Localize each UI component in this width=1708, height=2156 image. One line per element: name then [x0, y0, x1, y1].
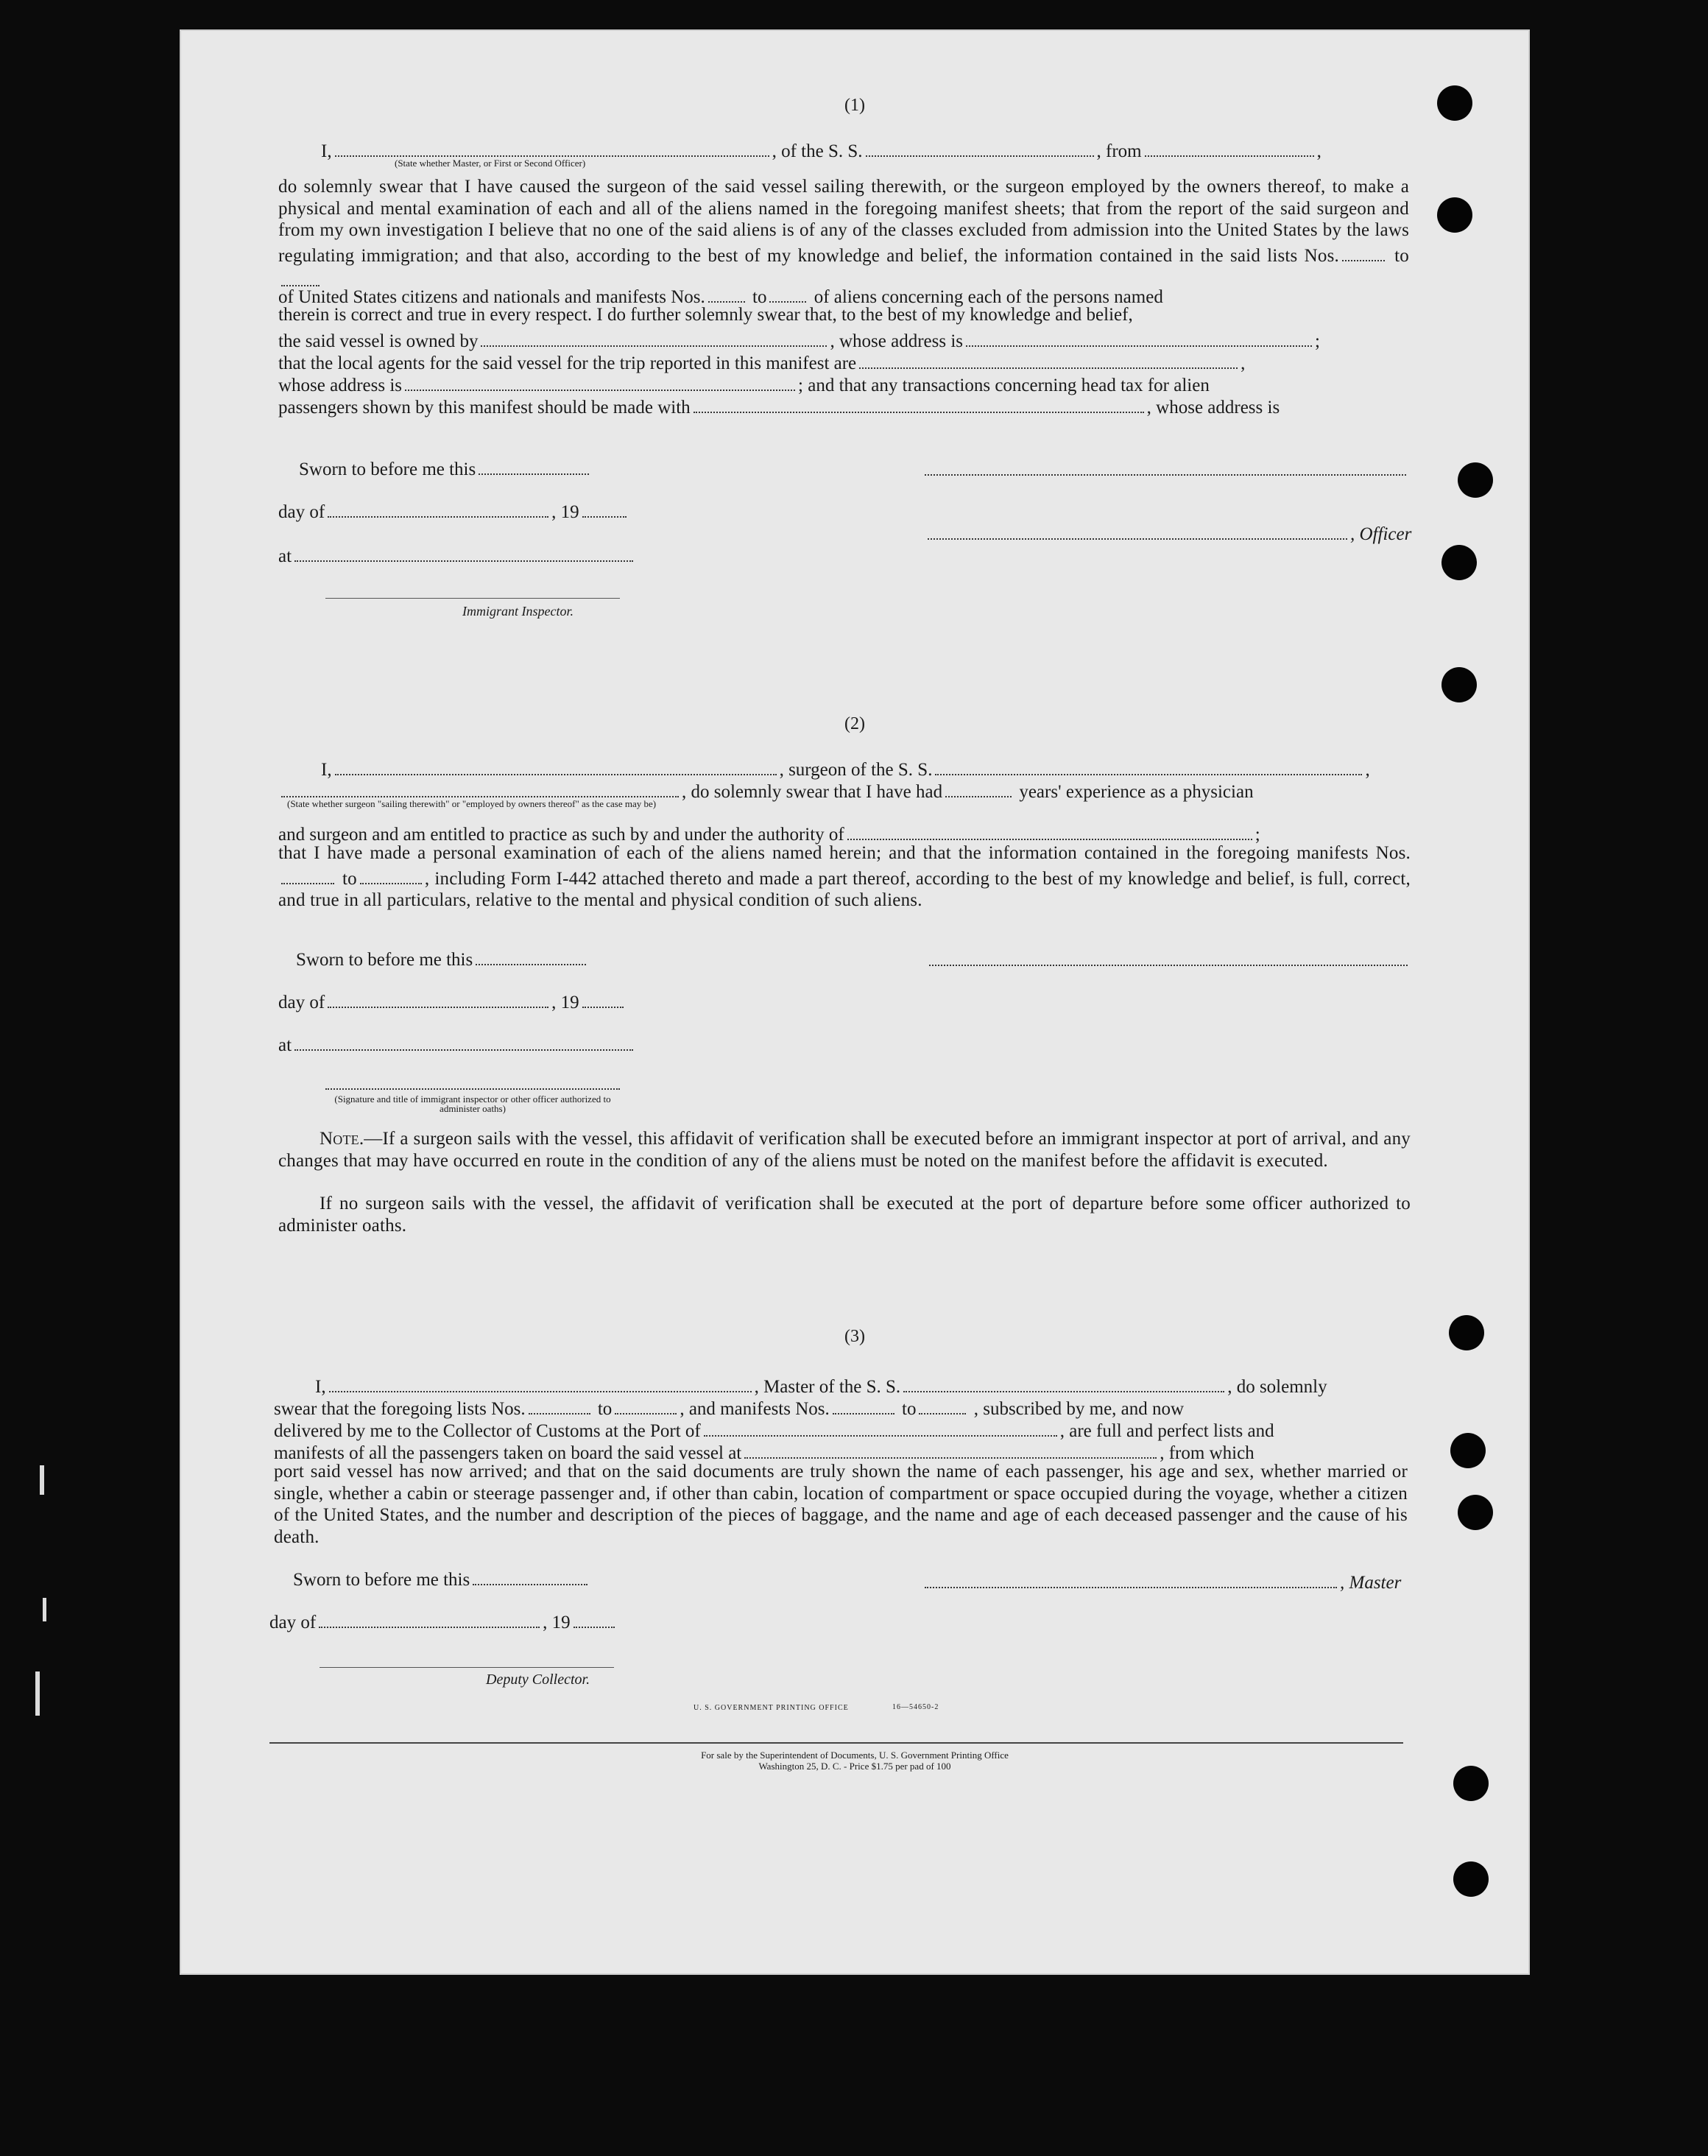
section-1-agents-line: that the local agents for the said vessel for the trip reported in this manifest are , — [278, 349, 1245, 374]
section-3-delivered-line: delivered by me to the Collector of Customs at the Port of , are full and perfect lists and — [274, 1417, 1274, 1442]
section-3-sworn: Sworn to before me this — [293, 1565, 590, 1590]
inspector-signature-line — [325, 598, 620, 599]
section-3-paragraph: port said vessel has now arrived; and that on the said documents are truly shown the name of each passenger, his age and sex, whether married or single, whether a cabin or steerage passenger and, if other than cabin, location of compartment or space occupied during the voyage, whether a citizen of the United States, and the number and description of the pieces of baggage, and the name and age of each deceased passenger and the cause of his death. — [274, 1462, 1408, 1547]
note-paragraph-2: If no surgeon sails with the vessel, the affidavit of verification shall be executed at the port of departure before some officer authorized to administer oaths. — [278, 1194, 1411, 1236]
section-3-manifests-line: manifests of all the passengers taken on board the said vessel at , from which — [274, 1439, 1254, 1464]
scan-artifact — [43, 1598, 46, 1621]
collector-label: Deputy Collector. — [486, 1671, 590, 1688]
section-1-owned-line: the said vessel is owned by , whose address is ; — [278, 327, 1320, 352]
section-2-number: (2) — [844, 714, 865, 733]
punch-hole — [1458, 1495, 1493, 1530]
section-2-line-2: , do solemnly swear that I have had years' experience as a physician — [278, 778, 1254, 803]
section-1-passengers-line: passengers shown by this manifest should be made with , whose address is — [278, 393, 1280, 418]
section-2-paragraph: that I have made a personal examination of each of the aliens named herein; and that the information contained in the foregoing manifests Nos. to , including Form I-442 attached thereto and made a part thereof, according to the best of my knowledge and belief, is full, correct, and true in all particulars, relative to the mental and physical condition of such aliens. — [278, 843, 1411, 910]
note-paragraph: Note.—If a surgeon sails with the vessel, this affidavit of verification shall be executed before an immigrant inspector at port of arrival, and any changes that may have occurred en route in the condition of any of the aliens must be noted on the manifest before the affidavit is executed. — [278, 1129, 1411, 1171]
collector-signature-line — [320, 1667, 614, 1668]
section-1-day-of: day of , 19 — [278, 498, 629, 523]
section-2-sworn: Sworn to before me this — [296, 945, 589, 970]
sale-notice — [181, 1750, 1528, 1772]
section-3-line-1: I, , Master of the S. S. , do solemnly — [315, 1373, 1327, 1398]
master-signature: , Master — [922, 1568, 1401, 1593]
sale-line-1: For sale by the Superintendent of Documents, U. S. Government Printing Office — [701, 1750, 1009, 1761]
section-1-signature-line — [925, 474, 1406, 476]
section-3-lists-line: swear that the foregoing lists Nos. to , and manifests Nos. to , subscribed by me, and now — [274, 1395, 1184, 1420]
punch-hole — [1458, 462, 1493, 498]
section-3-number: (3) — [844, 1327, 865, 1346]
section-1-line-1: I, , of the S. S. , from , — [321, 137, 1321, 162]
section-2-day-of: day of , 19 — [278, 988, 627, 1013]
section-3-day-of: day of , 19 — [269, 1608, 618, 1633]
section-1-number: (1) — [844, 96, 865, 115]
form-number: 16—54650-2 — [892, 1703, 939, 1711]
section-1-paragraph: do solemnly swear that I have caused the surgeon of the said vessel sailing therewith, or the surgeon employed by the owners thereof, to make a physical and mental examination of each and all of the aliens named in the foregoing manifest sheets; that from the report of the said surgeon and from my own investigation I believe that no one of the said aliens is of any of the classes excluded from admission into the United States by the laws regulating immigration; and that also, according to the best of my knowledge and belief, the information contained in the said lists Nos. to — [278, 176, 1409, 292]
officer-signature: , Officer — [925, 520, 1411, 545]
section-1-address-line: whose address is ; and that any transactions concerning head tax for alien — [278, 371, 1210, 396]
section-1-at: at — [278, 542, 636, 567]
punch-hole — [1450, 1433, 1486, 1468]
section-2-line-1: I, , surgeon of the S. S. , — [321, 755, 1370, 781]
form-page — [180, 29, 1530, 1975]
section-2-at: at — [278, 1031, 636, 1056]
signature-caption: (Signature and title of immigrant inspector or other officer authorized to administer oaths) — [334, 1093, 611, 1114]
punch-hole — [1441, 545, 1477, 580]
scan-artifact — [35, 1671, 40, 1716]
section-1-correct-line: therein is correct and true in every respect. I do further solemnly swear that, to the best of my knowledge and belief, — [278, 305, 1133, 325]
punch-hole — [1437, 197, 1472, 233]
master-caption: (State whether Master, or First or Second Officer) — [395, 158, 586, 169]
scan-artifact — [40, 1465, 44, 1495]
surgeon-caption: (State whether surgeon "sailing therewith" or "employed by owners thereof" as the case may be) — [287, 798, 657, 809]
sale-line-2: Washington 25, D. C. - Price $1.75 per pad of 100 — [758, 1761, 951, 1772]
section-1-citizens-line: of United States citizens and nationals and manifests Nos. to of aliens concerning each of the persons named — [278, 283, 1163, 308]
gpo-imprint: U. S. GOVERNMENT PRINTING OFFICE — [694, 1704, 849, 1712]
section-2-practice-line: and surgeon and am entitled to practice as such by and under the authority of ; — [278, 820, 1260, 845]
punch-hole — [1453, 1861, 1489, 1897]
inspector-label: Immigrant Inspector. — [462, 604, 574, 619]
punch-hole — [1441, 667, 1477, 702]
section-1-sworn: Sworn to before me this — [299, 455, 592, 480]
section-2-signature-line — [929, 965, 1408, 966]
footer-rule — [269, 1742, 1403, 1744]
section-2-inspector-line — [325, 1088, 620, 1090]
